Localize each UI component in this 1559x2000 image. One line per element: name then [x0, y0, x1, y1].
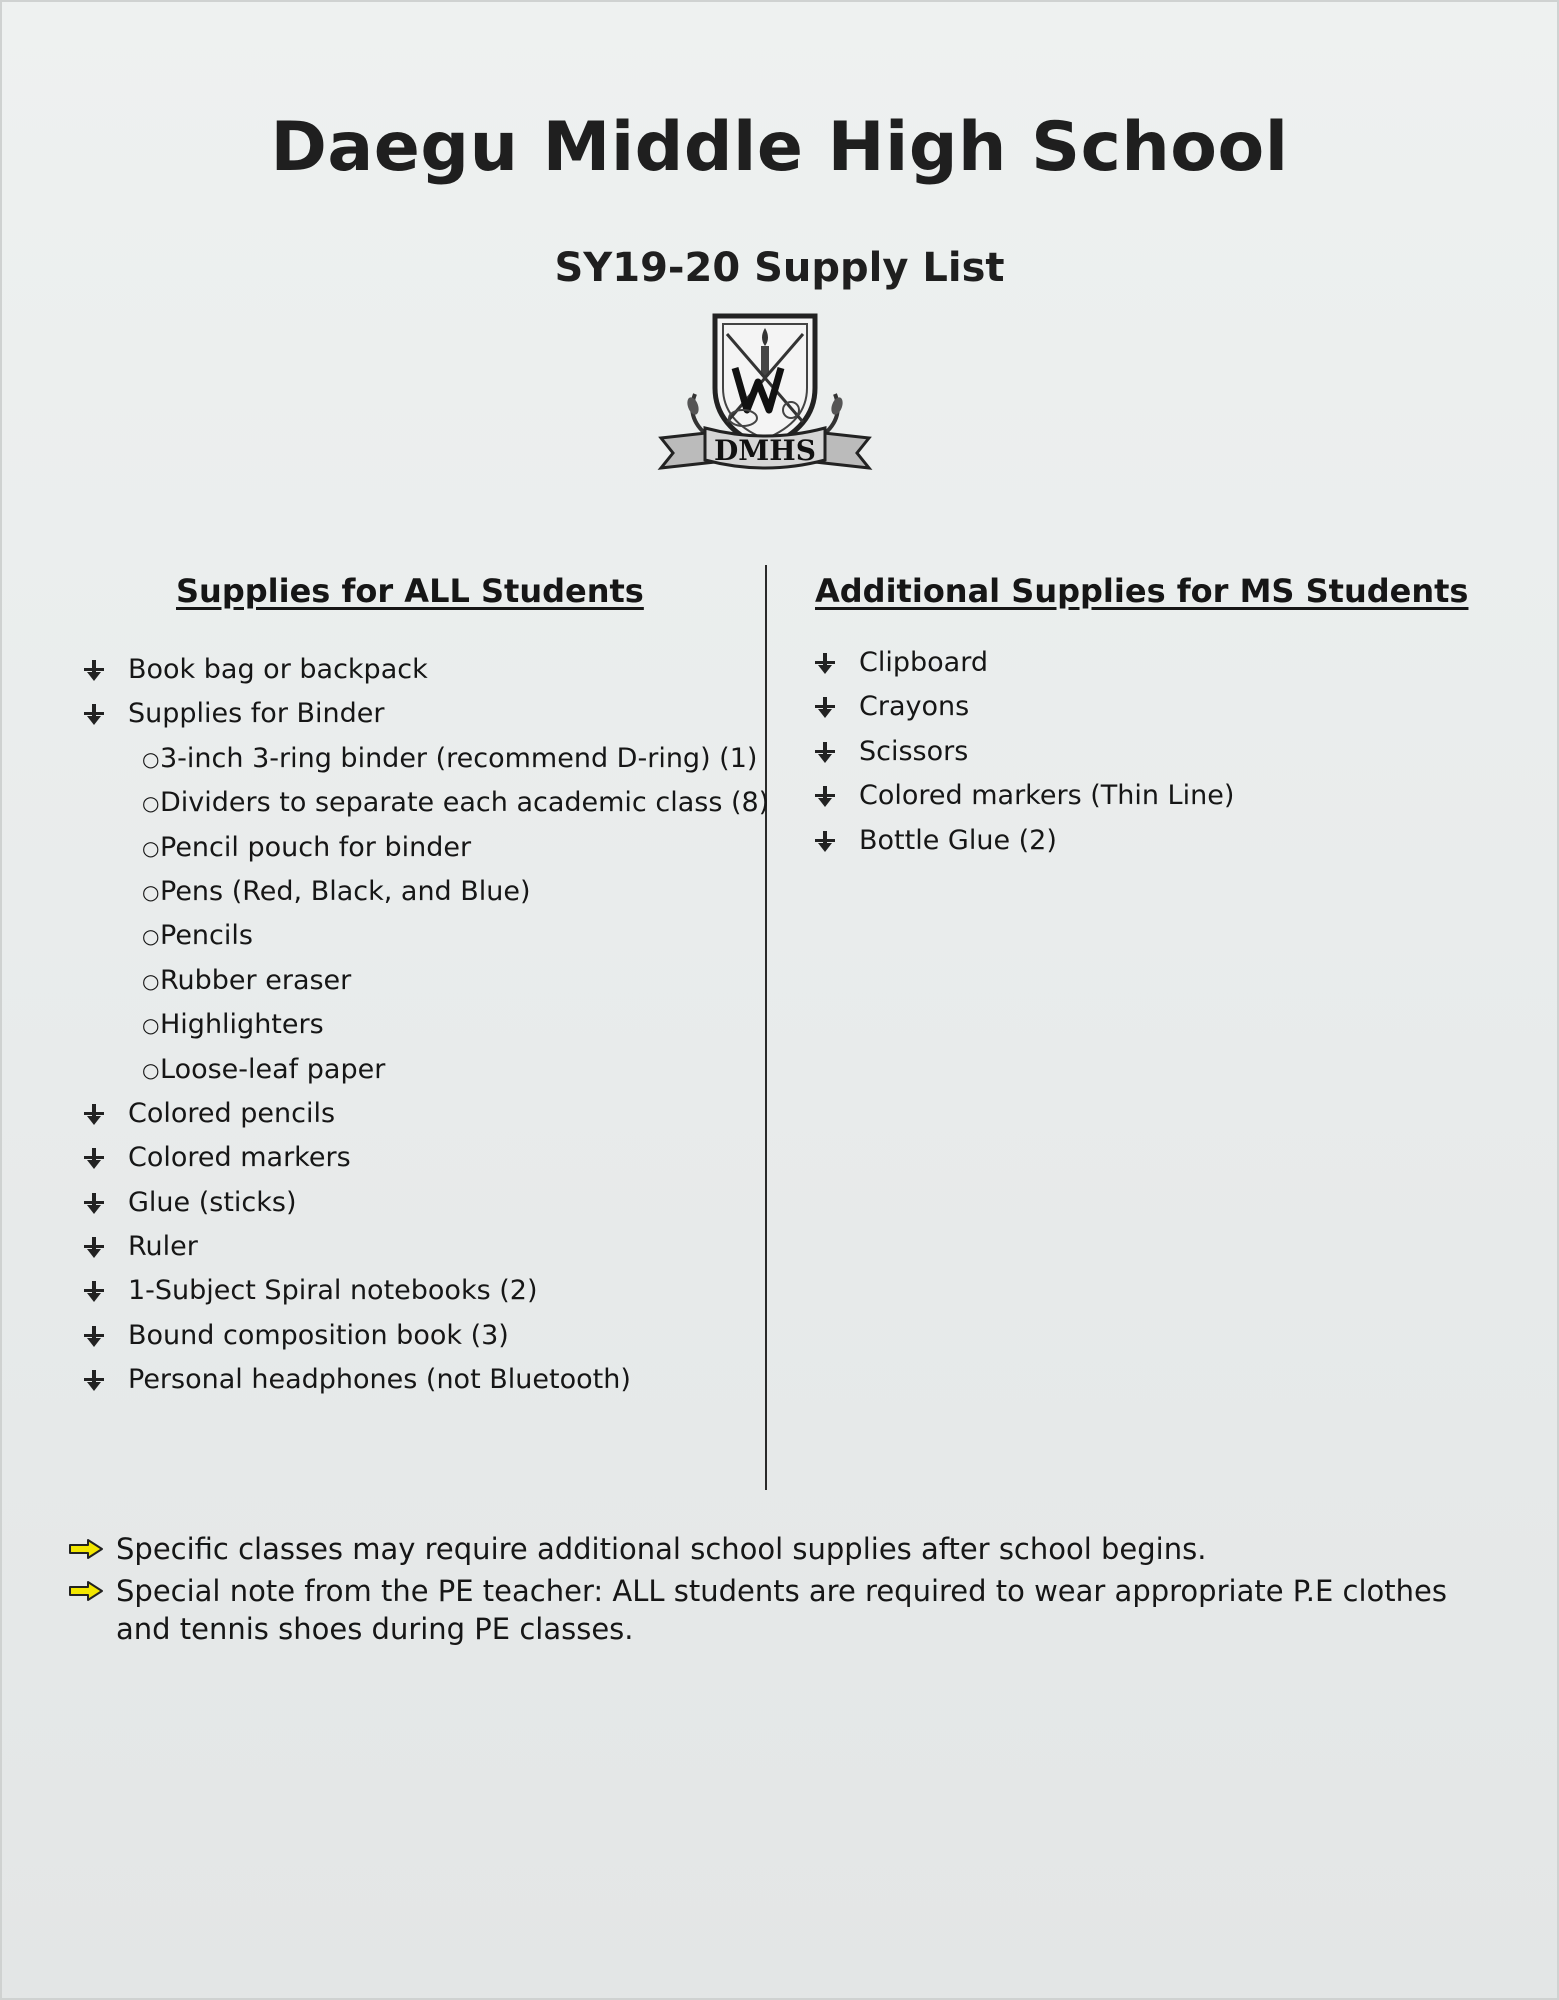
- school-crest-logo: [655, 310, 875, 480]
- supply-item: [84, 826, 769, 870]
- arrow-down-bullet-icon: [84, 1237, 104, 1259]
- ms-students-supply-list: [815, 641, 1234, 863]
- supply-item: [84, 781, 769, 825]
- circle-bullet-icon: ○: [142, 879, 160, 904]
- circle-bullet-icon: ○: [142, 1057, 160, 1082]
- arrow-down-bullet-icon: [84, 660, 104, 682]
- supply-item: [84, 1358, 769, 1402]
- supply-item-label: Glue (sticks): [128, 1186, 297, 1218]
- page-subtitle: SY19-20 Supply List: [554, 245, 1005, 291]
- supply-item-label: Bound composition book (3): [128, 1319, 509, 1351]
- crest-banner-text: DMHS: [714, 434, 816, 467]
- supply-item-label: Supplies for Binder: [128, 698, 385, 730]
- ms-supply-item: [815, 641, 1234, 685]
- ms-supply-item: [815, 685, 1234, 729]
- note-text: Specific classes may require additional school supplies after school begins.: [116, 1532, 1207, 1566]
- supply-item: [84, 648, 769, 692]
- circle-bullet-icon: ○: [142, 791, 160, 816]
- ms-supply-item-label: Clipboard: [859, 647, 988, 678]
- supply-item: [84, 737, 769, 781]
- arrow-down-bullet-icon: [84, 1193, 104, 1215]
- supply-item: [84, 1048, 769, 1092]
- supply-subitem-label: Loose-leaf paper: [160, 1053, 386, 1085]
- arrow-right-icon: [68, 1580, 104, 1602]
- circle-bullet-icon: ○: [142, 968, 160, 993]
- arrow-right-icon: [68, 1538, 104, 1560]
- supply-item-label: Ruler: [128, 1231, 198, 1263]
- supply-item: [84, 914, 769, 958]
- supply-item-label: 1-Subject Spiral notebooks (2): [128, 1275, 538, 1307]
- supply-subitem-label: Pencils: [160, 920, 253, 952]
- supply-subitem-label: Pens (Red, Black, and Blue): [160, 875, 531, 907]
- supply-item-label: Colored markers: [128, 1142, 351, 1174]
- circle-bullet-icon: ○: [142, 746, 160, 771]
- supply-item: [84, 870, 769, 914]
- arrow-down-bullet-icon: [84, 1281, 104, 1303]
- all-students-heading: Supplies for ALL Students: [176, 572, 644, 610]
- arrow-down-bullet-icon: [815, 653, 835, 675]
- ms-supply-item: [815, 730, 1234, 774]
- arrow-down-bullet-icon: [84, 1104, 104, 1126]
- ms-supply-item: [815, 774, 1234, 818]
- ms-supply-item-label: Colored markers (Thin Line): [859, 780, 1235, 812]
- circle-bullet-icon: ○: [142, 924, 160, 949]
- supply-subitem-label: Pencil pouch for binder: [160, 831, 472, 863]
- notes-section: [68, 1530, 1488, 1652]
- supply-item: [84, 692, 769, 736]
- supply-item: [84, 1314, 769, 1358]
- supply-item: [84, 1269, 769, 1313]
- supply-item: [84, 1225, 769, 1269]
- ms-supply-item: [815, 819, 1234, 863]
- arrow-down-bullet-icon: [815, 742, 835, 764]
- supply-item: [84, 1003, 769, 1047]
- ms-supply-item-label: Scissors: [859, 735, 969, 767]
- arrow-down-bullet-icon: [84, 704, 104, 726]
- supply-subitem-label: Rubber eraser: [160, 964, 352, 996]
- supply-item: [84, 1092, 769, 1136]
- note-item: [68, 1572, 1488, 1648]
- circle-bullet-icon: ○: [142, 1013, 160, 1038]
- supply-item-label: Colored pencils: [128, 1097, 336, 1129]
- note-item: [68, 1530, 1488, 1568]
- page-title: Daegu Middle High School: [270, 108, 1289, 187]
- supply-item-label: Book bag or backpack: [128, 654, 428, 685]
- supply-item-label: Personal headphones (not Bluetooth): [128, 1364, 631, 1396]
- ms-supply-item-label: Crayons: [859, 691, 970, 723]
- arrow-down-bullet-icon: [84, 1326, 104, 1348]
- arrow-down-bullet-icon: [815, 831, 835, 853]
- supply-item: [84, 1136, 769, 1180]
- arrow-down-bullet-icon: [84, 1370, 104, 1392]
- supply-item: [84, 959, 769, 1003]
- arrow-down-bullet-icon: [84, 1148, 104, 1170]
- circle-bullet-icon: ○: [142, 835, 160, 860]
- supply-subitem-label: Highlighters: [160, 1009, 324, 1041]
- all-students-supply-list: [84, 648, 769, 1403]
- note-text: Special note from the PE teacher: ALL students are required to wear appropriate P.E clothes and tennis shoes during PE classes.: [116, 1574, 1447, 1646]
- supply-item: [84, 1181, 769, 1225]
- arrow-down-bullet-icon: [815, 697, 835, 719]
- arrow-down-bullet-icon: [815, 786, 835, 808]
- ms-supply-item-label: Bottle Glue (2): [859, 824, 1057, 856]
- supply-subitem-label: Dividers to separate each academic class (8): [160, 787, 770, 819]
- ms-students-heading: Additional Supplies for MS Students: [815, 572, 1469, 610]
- supply-subitem-label: 3-inch 3-ring binder (recommend D-ring) (1): [160, 742, 758, 774]
